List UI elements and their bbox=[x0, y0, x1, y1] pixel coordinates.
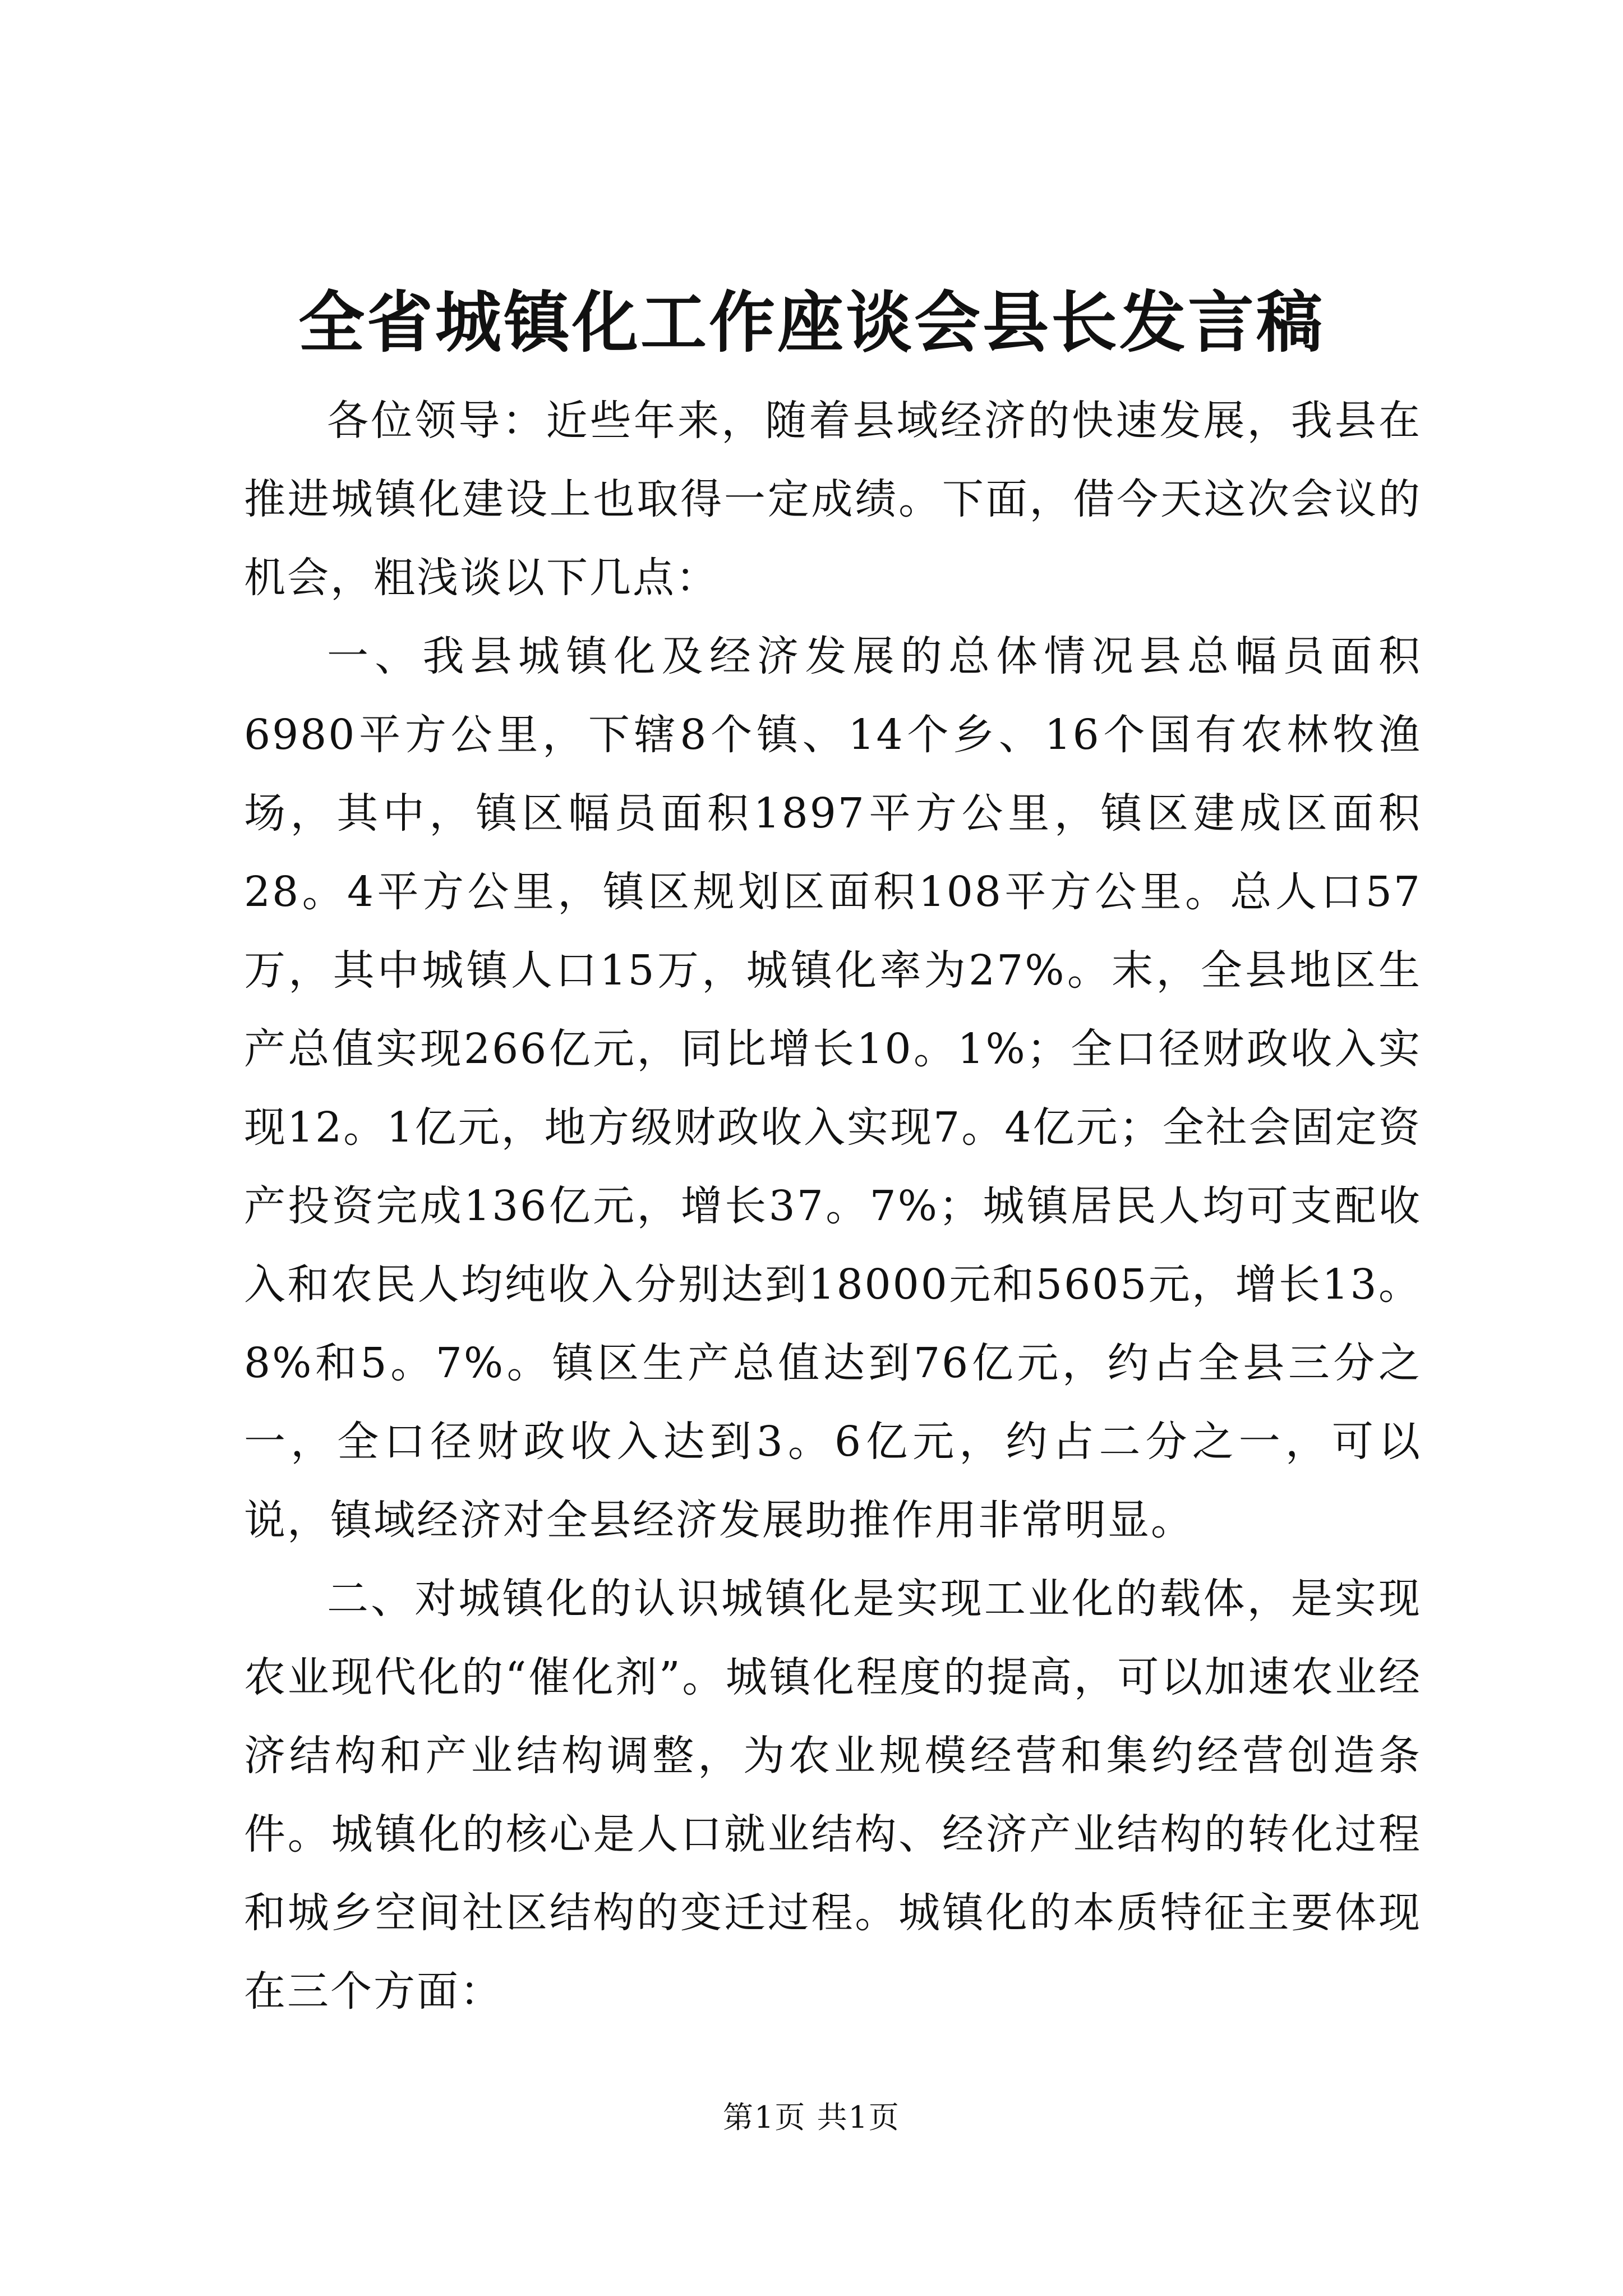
page-footer: 第1页 共1页 bbox=[723, 2100, 900, 2135]
document-body bbox=[244, 381, 1422, 2031]
paragraph-intro: 各位领导：近些年来，随着县域经济的快速发展，我县在推进城镇化建设上也取得一定成绩。下面，借今天这次会议的机会，粗浅谈以下几点： bbox=[244, 397, 1422, 602]
document-title: 全省城镇化工作座谈会县长发言稿 bbox=[298, 283, 1325, 361]
paragraph-section-two: 二、对城镇化的认识城镇化是实现工业化的载体，是实现农业现代化的“催化剂”。城镇化程度的提高，可以加速农业经济结构和产业结构调整，为农业规模经营和集约经营创造条件。城镇化的核心是人口就业结构、经济产业结构的转化过程和城乡空间社区结构的变迁过程。城镇化的本质特征主要体现在三个方面： bbox=[244, 1575, 1422, 2016]
paragraph-section-one: 一、我县城镇化及经济发展的总体情况县总幅员面积6980平方公里，下辖8个镇、14个乡、16个国有农林牧渔场，其中，镇区幅员面积1897平方公里，镇区建成区面积28。4平方公里，镇区规划区面积108平方公里。总人口57万，其中城镇人口15万，城镇化率为27%。末，全县地区生产总值实现266亿元，同比增长10。1%；全口径财政收入实现12。1亿元，地方级财政收入实现7。4亿元；全社会固定资产投资完成136亿元，增长37。7%；城镇居民人均可支配收入和农民人均纯收入分别达到18000元和5605元，增长13。8%和5。7%。镇区生产总值达到76亿元，约占全县三分之一，全口径财政收入达到3。6亿元，约占二分之一，可以说，镇域经济对全县经济发展助推作用非常明显。 bbox=[244, 632, 1422, 1544]
